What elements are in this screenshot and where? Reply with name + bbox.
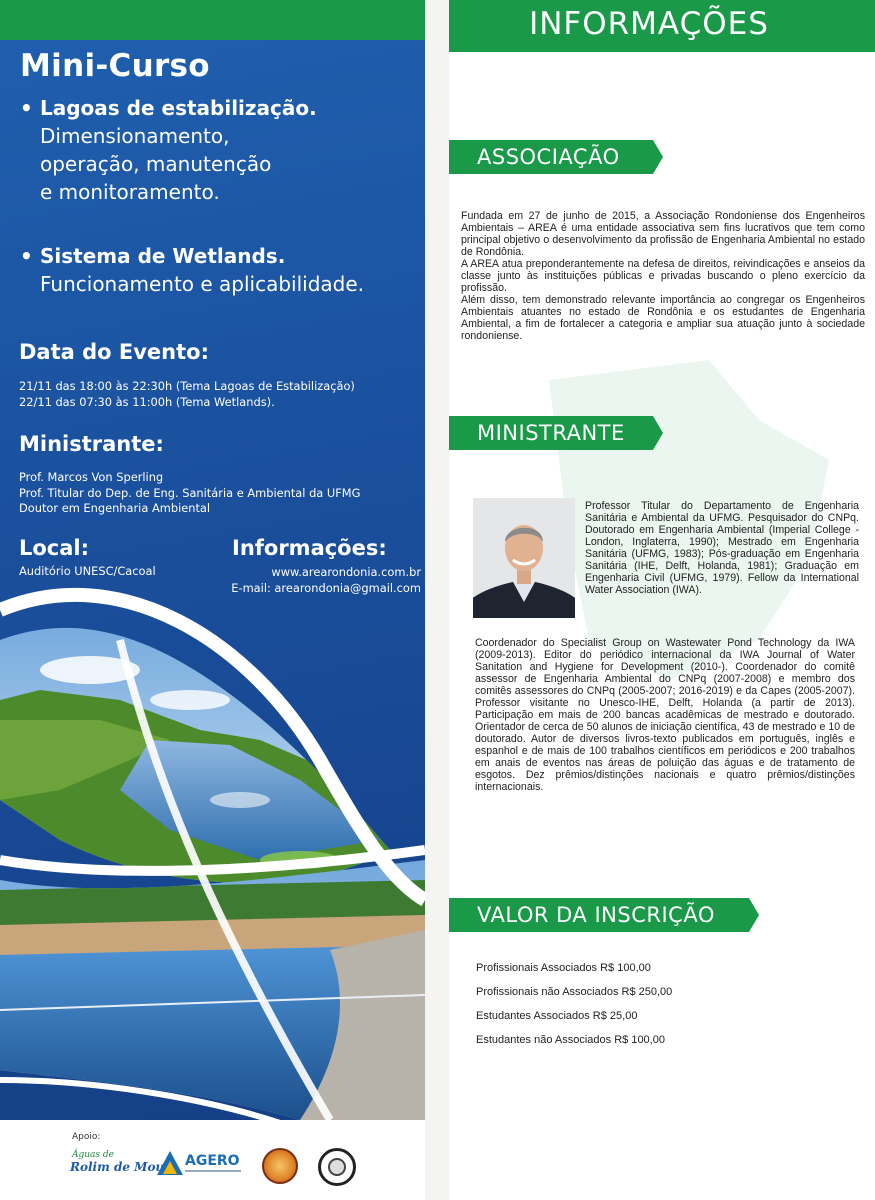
event-heading: Data do Evento: xyxy=(19,340,209,364)
aguas-rolim-de-moura-logo xyxy=(70,1148,179,1180)
agero-logo-underline xyxy=(185,1170,241,1172)
informacoes-title: INFORMAÇÕES xyxy=(529,6,769,42)
agero-logo-text: AGERO xyxy=(185,1153,240,1169)
pricing-tag: VALOR DA INSCRIÇÃO xyxy=(449,898,749,932)
bullet-dot: • xyxy=(20,244,33,268)
aguas-logo-line-2: Rolim de Moura xyxy=(70,1160,179,1174)
event-line-1: 21/11 das 18:00 às 22:30h (Tema Lagoas de Estabilização) xyxy=(19,379,355,393)
speaker-bio-main: Coordenador do Specialist Group on Wastewater Pond Technology da IWA (2009-2013). Editor do periódico internacional da IWA Journal of Water Sanitation and Hygiene for Development (2010-). Coordenador do comitê assessor de Engenharia Ambiental do CNPq (2007-2008) e membro dos comitês assessores do CNPq (2005-2007; 2016-2019) e da Capes (2005-2007). Professor visitante no Unesco-IHE, Delft, Holanda (a partir de 2013). Participação em mais de 200 bancas acadêmicas de mestrado e doutorado. Orientador de cerca de 50 alunos de iniciação científica, 43 de mestrado e 10 de doutorado. Autor de diversos livros-texto publicados em português, inglês e espanhol e de mais de 100 trabalhos científicos em periódicos e 200 trabalhos em anais de eventos nas áreas de poluição das águas e de tratamento de esgotos. Dez prêmios/distinções nacionais e quatro prêmios/distinções internacionais. xyxy=(475,637,855,793)
location-heading: Local: xyxy=(19,536,90,560)
association-text xyxy=(461,210,865,342)
bullet-lagoas-title: Lagoas de estabilização. xyxy=(40,96,317,120)
location-value: Auditório UNESC/Cacoal xyxy=(19,564,156,578)
bullet-dot: • xyxy=(20,96,33,120)
black-seal-logo xyxy=(318,1148,356,1186)
aguas-logo-line-1: Águas de xyxy=(72,1150,114,1160)
event-line-2: 22/11 das 07:30 às 11:00h (Tema Wetlands). xyxy=(19,395,275,409)
bullet-lagoas-line-1: Dimensionamento, xyxy=(40,124,230,148)
price-item-4: Estudantes não Associados R$ 100,00 xyxy=(476,1034,665,1046)
info-contacts xyxy=(231,564,421,596)
bullet-lagoas-line-2: operação, manutenção xyxy=(40,152,272,176)
speaker-line-1: Prof. Marcos Von Sperling xyxy=(19,470,164,484)
ministrante-tag: MINISTRANTE xyxy=(449,416,653,450)
speaker-bio-side: Professor Titular do Departamento de Engenharia Sanitária e Ambiental da UFMG. Pesquisador do CNPq. Doutorado em Engenharia Ambiental (Imperial College - London, Inglaterra, 1990); Mestrado em Engenharia Sanitária (UFMG, 1983); Pós-graduação em Engenharia Sanitária (IHE, Delft, Holanda, 1981); Graduação em Engenharia Civil (UFMG, 1979). Fellow da International Water Association (IWA). xyxy=(585,500,859,596)
left-panel xyxy=(0,0,425,1200)
speaker-photo xyxy=(473,498,575,618)
speaker-line-2: Prof. Titular do Dep. de Eng. Sanitária e Ambiental da UFMG xyxy=(19,486,361,500)
association-tag: ASSOCIAÇÃO xyxy=(449,140,653,174)
sponsors-label: Apoio: xyxy=(72,1132,101,1142)
agero-logo xyxy=(157,1147,247,1183)
price-item-1: Profissionais Associados R$ 100,00 xyxy=(476,962,651,974)
informacoes-header xyxy=(449,0,875,52)
right-panel xyxy=(449,0,875,1200)
price-item-3: Estudantes Associados R$ 25,00 xyxy=(476,1010,638,1022)
sponsors-strip xyxy=(0,1120,425,1200)
info-heading: Informações: xyxy=(232,536,387,560)
course-title: Mini-Curso xyxy=(20,48,210,84)
bullet-lagoas-line-3: e monitoramento. xyxy=(40,180,220,204)
info-website[interactable]: www.arearondonia.com.br xyxy=(271,565,421,579)
speaker-line-3: Doutor em Engenharia Ambiental xyxy=(19,501,211,515)
agero-inner-triangle-icon xyxy=(163,1161,177,1174)
bullet-wetlands-title: Sistema de Wetlands. xyxy=(40,244,286,268)
association-paragraph-1: Fundada em 27 de junho de 2015, a Associação Rondoniense dos Engenheiros Ambientais – AREA é uma entidade associativa sem fins lucrativos que tem como principal objetivo o desenvolvimento da profissão de Engenharia Ambiental no estado de Rondônia. xyxy=(461,210,865,258)
price-item-2: Profissionais não Associados R$ 250,00 xyxy=(476,986,673,998)
speaker-heading: Ministrante: xyxy=(19,432,164,456)
association-paragraph-2: A AREA atua preponderantemente na defesa de direitos, reivindicações e anseios da classe junto às instituições públicas e privadas buscando o pleno exercício da profissão. xyxy=(461,258,865,294)
association-paragraph-3: Além disso, tem demonstrado relevante importância ao congregar os Engenheiros Ambientais atuantes no estado de Rondônia e os estudantes de Engenharia Ambiental, a fim de fortalecer a categoria e ampliar sua atuação junto à sociedade rondoniense. xyxy=(461,294,865,342)
info-email[interactable]: E-mail: arearondonia@gmail.com xyxy=(231,581,421,595)
orange-seal-logo xyxy=(262,1148,298,1184)
bullet-wetlands-line-1: Funcionamento e aplicabilidade. xyxy=(40,272,365,296)
